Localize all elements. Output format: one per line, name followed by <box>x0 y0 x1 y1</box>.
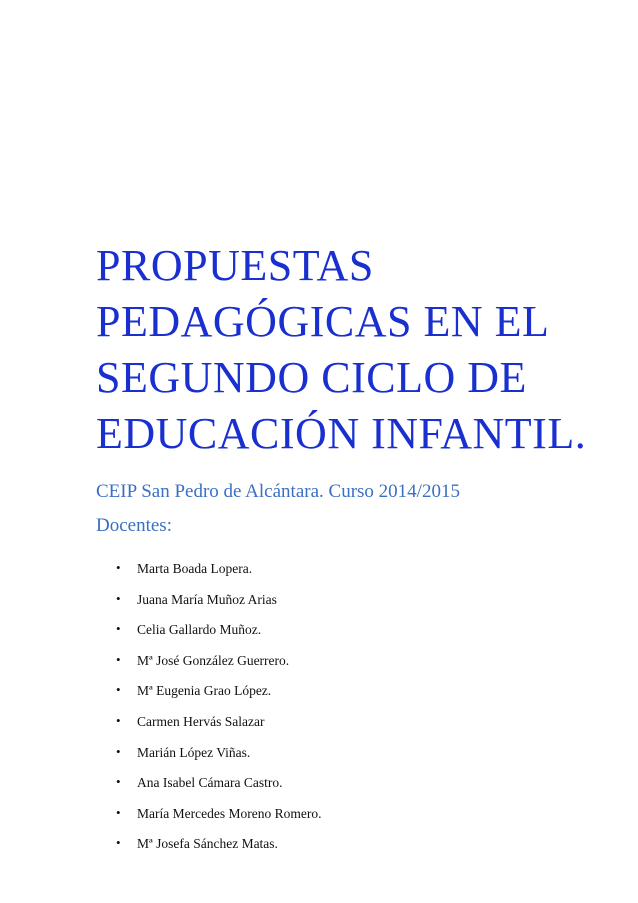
bullet-icon: • <box>116 651 121 667</box>
title-line: SEGUNDO CICLO DE <box>96 353 527 402</box>
title-line: PROPUESTAS <box>96 241 374 290</box>
bullet-icon: • <box>116 743 121 759</box>
teacher-name: Mª Josefa Sánchez Matas. <box>137 836 278 852</box>
teacher-name: Celia Gallardo Muñoz. <box>137 622 262 638</box>
teacher-name: Marta Boada Lopera. <box>137 561 253 576</box>
teacher-name: Juana María Muñoz Arias <box>137 591 277 607</box>
bullet-icon: • <box>116 682 121 698</box>
teacher-name: Mª Eugenia Grao López. <box>137 683 272 699</box>
bullet-icon: • <box>116 835 121 851</box>
teacher-name: Carmen Hervás Salazar <box>137 713 265 729</box>
bullet-icon: • <box>116 590 121 606</box>
school-course-subtitle: CEIP San Pedro de Alcántara. Curso 2014/2015 <box>96 481 460 502</box>
document-title <box>96 238 616 462</box>
teacher-name: Ana Isabel Cámara Castro. <box>137 775 283 791</box>
bullet-icon: • <box>116 804 121 820</box>
bullet-icon: • <box>116 712 121 728</box>
bullet-icon: • <box>116 774 121 790</box>
title-line: EDUCACIÓN INFANTIL. <box>96 409 587 458</box>
bullet-icon: • <box>116 621 121 637</box>
bullet-icon: • <box>116 560 121 575</box>
teacher-name: Mª José González Guerrero. <box>137 652 290 668</box>
title-line: PEDAGÓGICAS EN EL <box>96 297 550 346</box>
docentes-heading: Docentes: <box>96 515 172 536</box>
teacher-name: María Mercedes Moreno Romero. <box>137 805 322 821</box>
teacher-name: Marián López Viñas. <box>137 744 251 760</box>
